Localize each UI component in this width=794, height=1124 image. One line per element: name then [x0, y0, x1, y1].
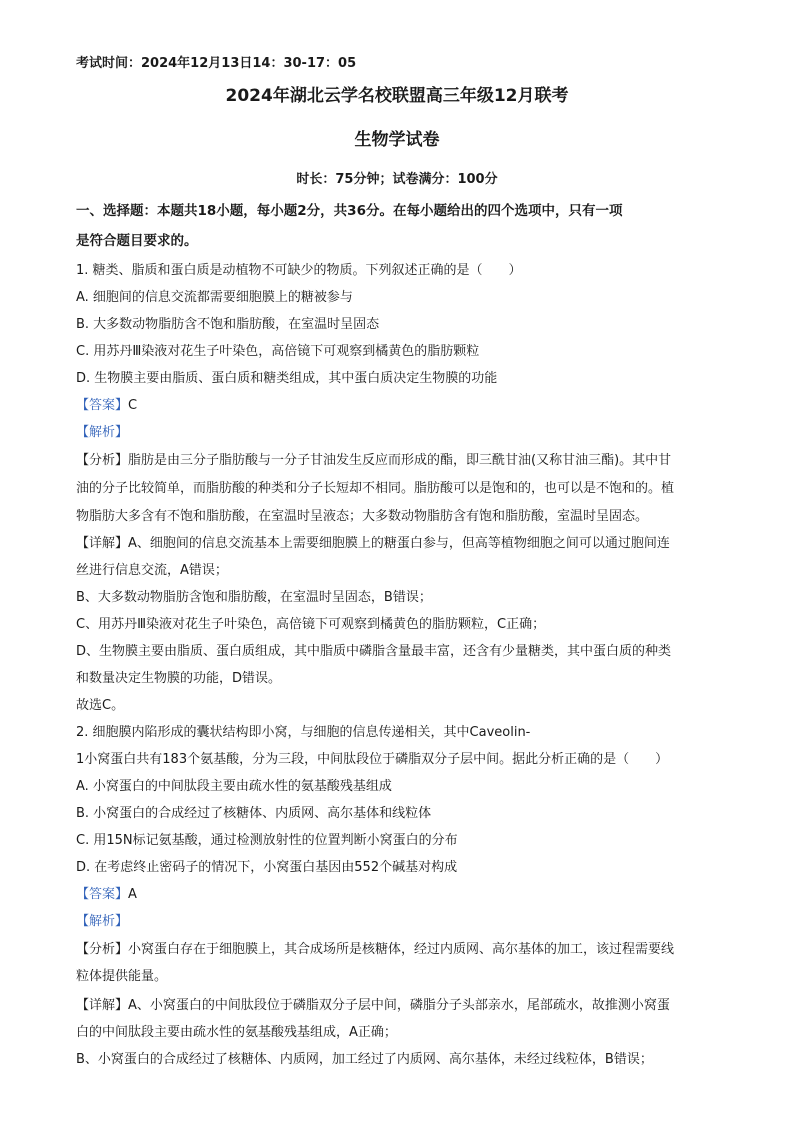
q1-xiangjie-d2: 和数量决定生物膜的功能，D错误。 — [76, 671, 282, 686]
q2-option-b: B. 小窝蛋白的合成经过了核糖体、内质网、高尔基体和线粒体 — [76, 806, 432, 821]
fenxi-text: 脂肪是由三分子脂肪酸与一分子甘油发生反应而形成的酯，即三酰甘油(又称甘油三酯)。其中甘 — [128, 453, 672, 468]
xiangjie-tag: 【详解】 — [76, 536, 129, 551]
q2-answer — [76, 885, 726, 905]
q1-xiangjie-c: C、用苏丹Ⅲ染液对花生子叶染色，高倍镜下可观察到橘黄色的脂肪颗粒，C正确； — [76, 617, 546, 632]
q1-conclusion: 故选C。 — [76, 698, 125, 713]
exam-time: 考试时间：2024年12月13日14：30-17：05 — [76, 56, 357, 71]
xiangjie-text: A、小窝蛋白的中间肽段位于磷脂双分子层中间，磷脂分子头部亲水，尾部疏水，故推测小窝蛋 — [128, 998, 670, 1013]
section-heading-line2: 是符合题目要求的。 — [76, 233, 198, 249]
section-heading-line1: 一、选择题：本题共18小题，每小题2分，共36分。在每小题给出的四个选项中，只有一项 — [76, 203, 623, 219]
q1-analysis-tag: 【解析】 — [76, 425, 129, 440]
q1-fenxi-line3: 物脂肪大多含有不饱和脂肪酸，在室温时呈液态；大多数动物脂肪含有饱和脂肪酸，室温时呈固态。 — [76, 509, 649, 524]
fenxi-text: 小窝蛋白存在于细胞膜上，其合成场所是核糖体，经过内质网、高尔基体的加工，该过程需要线 — [128, 942, 675, 957]
q1-option-a: A. 细胞间的信息交流都需要细胞膜上的糖被参与 — [76, 290, 353, 305]
q2-fenxi-line2: 粒体提供能量。 — [76, 969, 168, 984]
exam-duration: 时长：75分钟；试卷满分：100分 — [296, 172, 498, 187]
q2-option-d: D. 在考虑终止密码子的情况下，小窝蛋白基因由552个碱基对构成 — [76, 860, 458, 875]
q2-option-a: A. 小窝蛋白的中间肽段主要由疏水性的氨基酸残基组成 — [76, 779, 392, 794]
answer-tag: 【答案】 — [76, 887, 129, 902]
q2-xiangjie-b: B、小窝蛋白的合成经过了核糖体、内质网，加工经过了内质网、高尔基体，未经过线粒体，B错误； — [76, 1052, 653, 1067]
q1-stem: 1. 糖类、脂质和蛋白质是动植物不可缺少的物质。下列叙述正确的是（ ） — [76, 263, 522, 278]
q2-xiangjie-a2: 白的中间肽段主要由疏水性的氨基酸残基组成，A正确； — [76, 1025, 397, 1040]
q1-answer — [76, 396, 726, 416]
fenxi-tag: 【分析】 — [76, 453, 129, 468]
exam-title: 2024年湖北云学名校联盟高三年级12月联考 — [225, 86, 569, 106]
q1-xiangjie-b: B、大多数动物脂肪含饱和脂肪酸，在室温时呈固态，B错误； — [76, 590, 432, 605]
q1-option-c: C. 用苏丹Ⅲ染液对花生子叶染色，高倍镜下可观察到橘黄色的脂肪颗粒 — [76, 344, 480, 359]
answer-tag: 【答案】 — [76, 398, 129, 413]
q2-xiangjie-a1 — [76, 996, 726, 1016]
q1-fenxi-line2: 油的分子比较简单，而脂肪酸的种类和分子长短却不相同。脂肪酸可以是饱和的，也可以是不饱和的。植 — [76, 481, 675, 496]
q2-fenxi-line1 — [76, 940, 726, 960]
q1-option-d: D. 生物膜主要由脂质、蛋白质和糖类组成，其中蛋白质决定生物膜的功能 — [76, 371, 498, 386]
fenxi-tag: 【分析】 — [76, 942, 129, 957]
q1-fenxi-line1 — [76, 451, 726, 471]
q1-xiangjie-a2: 丝进行信息交流，A错误； — [76, 563, 228, 578]
exam-subtitle: 生物学试卷 — [354, 130, 440, 150]
q1-xiangjie-d1: D、生物膜主要由脂质、蛋白质组成，其中脂质中磷脂含量最丰富，还含有少量糖类，其中蛋白质的种类 — [76, 644, 672, 659]
answer-value: C — [128, 398, 138, 413]
xiangjie-text: A、细胞间的信息交流基本上需要细胞膜上的糖蛋白参与，但高等植物细胞之间可以通过胞间连 — [128, 536, 670, 551]
q2-stem-line2: 1小窝蛋白共有183个氨基酸，分为三段，中间肽段位于磷脂双分子层中间。据此分析正确的是（ ） — [76, 752, 669, 767]
answer-value: A — [128, 887, 137, 902]
q2-stem-line1: 2. 细胞膜内陷形成的囊状结构即小窝，与细胞的信息传递相关，其中Caveolin- — [76, 725, 531, 740]
q1-option-b: B. 大多数动物脂肪含不饱和脂肪酸，在室温时呈固态 — [76, 317, 380, 332]
xiangjie-tag: 【详解】 — [76, 998, 129, 1013]
q1-xiangjie-a1 — [76, 534, 726, 554]
q2-analysis-tag: 【解析】 — [76, 914, 129, 929]
q2-option-c: C. 用15N标记氨基酸，通过检测放射性的位置判断小窝蛋白的分布 — [76, 833, 458, 848]
